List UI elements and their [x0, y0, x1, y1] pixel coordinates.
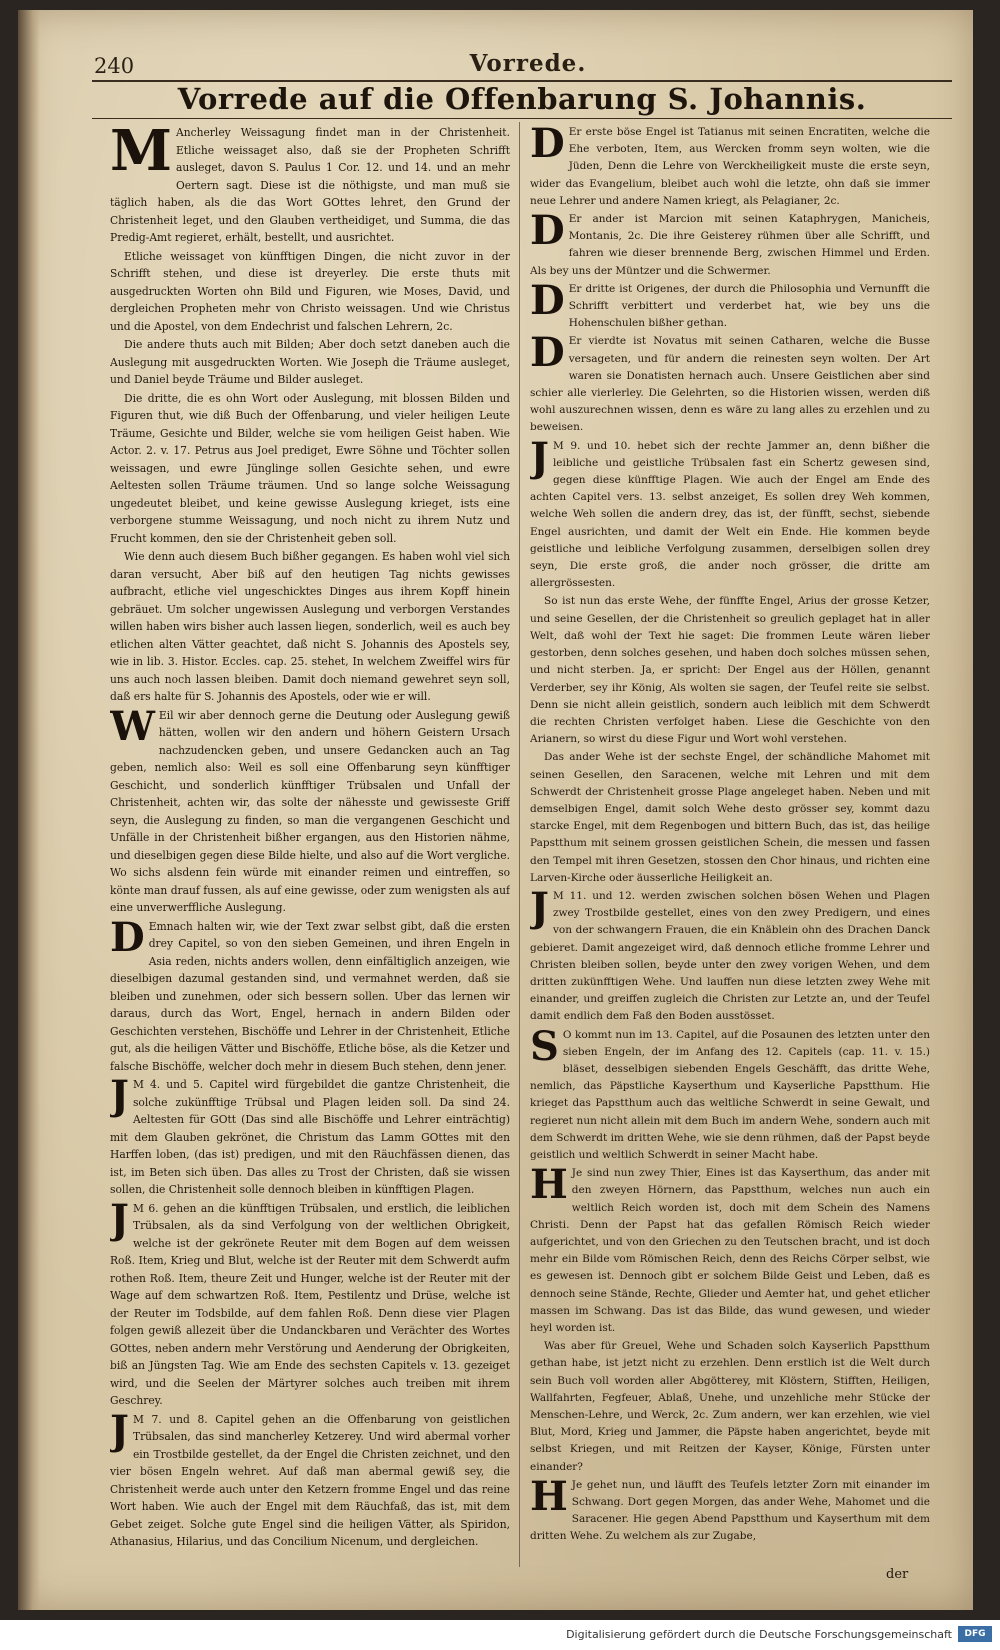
initial-letter: J [530, 433, 549, 481]
paragraph-text: Er vierdte ist Novatus mit seinen Catharen, welche die Busse versageten, und für andern die reinesten seyn wolten. Der Art waren sie Donatisten hernach auch. Unsere Geistlichen aber sind schier alle vierlerley. Die Gelehrten, so die Historien wissen, werden diß wohl auszurechnen wissen, denn es wäre zu lang alles zu erzehlen und zu beweisen. [530, 335, 930, 434]
dfg-logo: DFG [958, 1626, 992, 1642]
paragraph [110, 390, 510, 548]
title-rule [92, 118, 952, 119]
paragraph-text: Er ander ist Marcion mit seinen Kataphrygen, Manicheis, Montanis, 2c. Die ihre Geisterey rühmen über alle Schrifft, und fahren wie dieser brennende Berg, zwischen Himmel und Erden. Als bey uns der Müntzer und die Schwermer. [530, 213, 930, 277]
initial-letter: M [110, 124, 172, 184]
paragraph-text: Emnach halten wir, wie der Text zwar selbst gibt, daß die ersten drey Capitel, so von den sieben Gemeinen, und ihren Engeln in Asia reden, nichts anders wollen, denn einfältiglich anzeigen, wie dieselbigen dazumal gestanden sind, und vermahnet werden, daß sie bleiben und zunehmen, oder sich bessern sollen. Uber das lernen wir daraus, durch das Wort, Engel, hernach in andern Bilden oder Geschichten verstehen, Bischöffe und Lehrer in der Christenheit, Etliche gut, als die heiligen Vätter und Bischöffe, Etliche böse, als die Ketzer und falsche Bischöffe, welcher doch mehr in diesem Buch stehen, denn jener. [110, 919, 510, 1073]
paragraph-text: Je sind nun zwey Thier, Eines ist das Kayserthum, das ander mit den zweyen Hörnern, das Papstthum, welches nun auch ein weltlich Reich worden ist, doch mit dem Schein des Namens Christi. Denn der Papst hat das gefallen Römisch Reich wieder aufgerichtet, und von den Griechen zu den Teutschen bracht, und ist doch mehr ein Bilde vom Römischen Reich, denn des Reichs Cörper selbst, wie es gewesen ist. Dennoch gibt er solchem Bilde Geist und Leben, daß es dennoch seine Stände, Rechte, Glieder und Aemter hat, und gehet etlicher massen im Schwang. Das ist das Bilde, das wund gewesen, und wieder heyl worden ist. [530, 1167, 930, 1335]
paragraph-text: Das ander Wehe ist der sechste Engel, der schändliche Mahomet mit seinen Gesellen, den Saracenen, welche mit Lehren und mit dem Schwerdt der Christenheit grosse Plage angeleget haben. Neben und mit demselbigen Engel, damit solch Wehe desto grösser sey, kommt dazu starcke Engel, mit dem Regenbogen und bittern Buch, das ist, das heilige Papstthum mit seinem grossen geistlichen Schein, die messen und fassen den Tempel mit ihren Gesetzen, stossen den Chor hinaus, und richten eine Larven-Kirche oder äusserliche Heiligkeit an. [530, 751, 930, 884]
right-text-column [530, 124, 930, 1564]
footer-credit: Digitalisierung gefördert durch die Deutsche Forschungsgemeinschaft [566, 1628, 952, 1641]
initial-letter: J [110, 1406, 129, 1454]
initial-letter: D [530, 329, 565, 377]
paragraph-text: Eil wir aber dennoch gerne die Deutung oder Auslegung gewiß hätten, wollen wir den andern und höhern Geistern Ursach nachzudencken geben, und unsere Gedancken auch an Tag geben, nemlich also: Weil es soll eine Offenbarung seyn künfftiger Geschicht, und sonderlich künfftiger Trübsalen und Unfall der Christenheit, achten wir, das solte der nähesste und gewisseste Griff seyn, die Auslegung zu finden, so man die vergangenen Geschicht und Unfälle in der Christenheit bißher ergangen, aus den Historien nähme, und dieselbigen gegen diese Bilde hielte, und also auf die Wort vergliche. Wo sichs alsdenn fein würde mit einander reimen und eintreffen, so könte man drauf fussen, als auf eine gewisse, oder zum wenigsten als auf eine unverwerffliche Auslegung. [110, 708, 510, 914]
initial-letter: S [530, 1022, 559, 1070]
paragraph [530, 433, 930, 593]
paragraph-text: M 9. und 10. hebet sich der rechte Jammer an, denn bißher die leibliche und geistliche Trübsalen fast ein Schertz gewesen sind, gegen diese künfftige Plagen. Wie auch der Engel am Ende des achten Capitel vers. 13. selbst anzeiget, Es sollen drey Weh kommen, welche Weh sollen die andern drey, das ist, der fünfft, sechst, siebende Engel ausrichten, und damit der Welt ein Ende. Hie kommen beyde geistliche und leibliche Verfolgung zusammen, derselbigen sollen drey seyn, Die erste groß, die ander noch grösser, die dritte am allergrössesten. [530, 439, 930, 590]
paragraph [530, 1472, 930, 1546]
paragraph [530, 124, 930, 210]
paragraph [530, 593, 930, 748]
paragraph [110, 336, 510, 389]
page-number: 240 [94, 54, 135, 78]
paragraph [110, 548, 510, 706]
catchword: der [886, 1567, 909, 1582]
page-title: Vorrede auf die Offenbarung S. Johannis. [177, 82, 867, 116]
paragraph-text: M 4. und 5. Capitel wird fürgebildet die gantze Christenheit, die solche zukünfftige Trübsal und Plagen leiden soll. Da sind 24. Aeltesten für GOtt (Das sind alle Bischöffe und Lehrer einträchtig) mit dem Glauben gekrönet, die Christum das Lamm GOttes mit den Harffen loben, (das ist) predigen, und mit den Räuchfässen dienen, das ist, im Beten sich üben. Das alles zu Trost der Christen, daß sie wissen sollen, die Christenheit solle dennoch bleiben in künfftigen Plagen. [110, 1078, 510, 1196]
paragraph [530, 276, 930, 333]
paragraph-text: Wie denn auch diesem Buch bißher gegangen. Es haben wohl viel sich daran versucht, Aber biß auf den heutigen Tag nichts gewisses aufbracht, etliche viel ungeschicktes Dinges aus ihrem Kopff hinein gebräuet. Um solcher ungewissen Auslegung und verborgen Verstandes willen haben wirs bisher auch lassen liegen, sonderlich, weil es auch bey etlichen alten Vätter geachtet, daß nicht S. Johannis des Apostels sey, wie in lib. 3. Histor. Eccles. cap. 25. stehet, In welchem Zweiffel wirs für uns auch noch lassen bleiben. Damit doch niemand gewehret seyn soll, daß ers halte für S. Johannis des Apostels, oder wie er will. [110, 550, 510, 703]
running-head: Vorrede. [469, 50, 587, 77]
initial-letter: J [110, 1195, 129, 1243]
paragraph [110, 124, 510, 247]
paragraph [530, 883, 930, 1026]
paragraph [530, 329, 930, 436]
digitization-footer [0, 1620, 1000, 1650]
initial-letter: J [530, 883, 549, 931]
paragraph-text: Etliche weissaget von künfftigen Dingen, die nicht zuvor in der Schrifft stehen, und diese ist dreyerley. Die erste thuts mit ausgedruckten Worten ohn Bild und Figuren, wie Moses, David, und dergleichen Propheten mehr von Christo weissagen. Und wie Christus und die Apostel, von dem Endechrist und falschen Lehrern, 2c. [110, 249, 510, 333]
paragraph-text: M 7. und 8. Capitel gehen an die Offenbarung von geistlichen Trübsalen, das sind mancherley Ketzerey. Und wird abermal vorher ein Trostbilde gestellet, da der Engel die Christen zeichnet, und den vier bösen Engeln wehret. Auf daß man abermal gewiß sey, die Christenheit werde auch unter den Ketzern fromme Engel und das reine Wort haben. Wie auch der Engel mit dem Räuchfaß, das ist, mit dem Gebet zeiget. Solche gute Engel sind die heiligen Vätter, als Spiridon, Athanasius, Hilarius, und das Concilium Nicenum, und dergleichen. [110, 1412, 510, 1548]
paragraph-text: So ist nun das erste Wehe, der fünffte Engel, Arius der grosse Ketzer, und seine Gesellen, der die Christenheit so greulich geplaget hat in aller Welt, daß wohl der Text hie saget: Die frommen Leute wären lieber gestorben, denn solches gesehen, und haben doch solches müssen sehen, und nicht sterben. Ja, er spricht: Der Engel aus der Höllen, genannt Verderber, sey ihr König, Als wolten sie sagen, der Teufel reite sie selbst. Denn sie nicht allein geistlich, sondern auch leiblich mit dem Schwerdt die rechten Christen verfolget haben. Liese die Geschichte von den Arianern, so wirst du diese Figur und Wort wohl verstehen. [530, 595, 930, 746]
paragraph [530, 207, 930, 280]
paragraph-text: M 6. gehen an die künfftigen Trübsalen, und erstlich, die leiblichen Trübsalen, als da sind Verfolgung von der weltlichen Obrigkeit, welche ist der gekrönete Reuter mit dem Bogen auf dem weissen Roß. Item, Krieg und Blut, welche ist der Reuter mit dem Schwerdt aufm rothen Roß. Item, theure Zeit und Hunger, welche ist der Reuter mit der Wage auf dem schwartzen Roß. Item, Pestilentz und Drüse, welche ist der Reuter im Todsbilde, auf dem fahlen Roß. Denn diese vier Plagen folgen gewiß allezeit über die Undanckbaren und Verächter des Wortes GOttes, neben andern mehr Verstörung und Aenderung der Obrigkeiten, biß an Jüngsten Tag. Wie am Ende des sechsten Capitels v. 13. gezeiget wird, und die Seelen der Märtyrer solches auch treiben mit ihrem Geschrey. [110, 1201, 510, 1407]
initial-letter: D [530, 276, 565, 324]
paragraph [110, 702, 510, 917]
paragraph-text: Ancherley Weissagung findet man in der Christenheit. Etliche weissaget also, daß sie der Propheten Schrifft ausleget, davon S. Paulus 1 Cor. 12. und 14. und an mehr Oertern sagt. Diese ist die nöthigste, und man muß sie täglich haben, als die das Wort GOttes lehret, den Grund der Christenheit leget, und den Glauben vertheidiget, und Summa, die das Predig-Amt regieret, erhält, bestellt, und ausrichtet. [110, 126, 510, 244]
paragraph [530, 1161, 930, 1337]
paragraph-text: Je gehet nun, und läufft des Teufels letzter Zorn mit einander im Schwang. Dort gegen Morgen, das ander Wehe, Mahomet und die Saracener. Hie gegen Abend Papstthum und Kayserthum mit dem dritten Wehe. Zu welchem als zur Zugabe, [530, 1478, 930, 1543]
paragraph [530, 749, 930, 887]
column-divider [519, 122, 520, 1567]
initial-letter: H [530, 1161, 568, 1209]
paragraph-text: O kommt nun im 13. Capitel, auf die Posaunen des letzten unter den sieben Engeln, der im Anfang des 12. Capitels (cap. 11. v. 15.) bläset, desselbigen siebenden Engels Geschäfft, das dritte Wehe, nemlich, das Päpstliche Kayserthum und Kayserliche Papstthum. Hie krieget das Papstthum auch das weltliche Schwerdt in seine Gewalt, und regieret nun nicht allein mit dem Buch im andern Wehe, sondern auch mit dem Schwerdt im dritten Wehe, wie sie denn rühmen, daß der Papst beyde geistlich und weltlich Schwerdt in seiner Macht habe. [530, 1028, 930, 1161]
paragraph [110, 1406, 510, 1551]
paragraph [110, 248, 510, 336]
left-text-column [110, 124, 510, 1564]
book-page [18, 10, 973, 1610]
paragraph-text: Er dritte ist Origenes, der durch die Philosophia und Vernunfft die Schrifft verbittert und verderbet hat, wie bey uns die Hohenschulen bißher gethan. [568, 282, 930, 330]
paragraph-text: Er erste böse Engel ist Tatianus mit seinen Encratiten, welche die Ehe verboten, Item, aus Wercken fromm seyn wolten, wie die Jüden, Denn die Lehre von Werckheiligkeit muste die erste seyn, wider das Evangelium, bleibet auch wohl die letzte, ohn daß sie immer neue Lehrer und andere Namen kriegt, als Pelagianer, 2c. [530, 126, 930, 207]
paragraph [110, 1195, 510, 1410]
initial-letter: J [110, 1072, 129, 1119]
paragraph-text: Was aber für Greuel, Wehe und Schaden solch Kayserlich Papstthum gethan habe, ist jetzt nicht zu erzehlen. Denn erstlich ist die Welt durch sein Buch voll worden aller Abgötterey, mit Klöstern, Stifften, Heiligen, Wallfahrten, Fegfeuer, Ablaß, Unehe, und unzehliche mehr Stücke der Menschen-Lehre, und Werck, 2c. Zum andern, wer kan erzehlen, wie viel Blut, Mord, Krieg und Jammer, die Päpste haben angerichtet, beyde mit selbst Kriegen, und mit Reitzen der Kayser, Könige, Fürsten unter einander? [530, 1340, 930, 1473]
initial-letter: D [110, 913, 145, 961]
paragraph [530, 1338, 930, 1476]
initial-letter: D [530, 124, 565, 167]
paragraph [530, 1022, 930, 1165]
paragraph [110, 1072, 510, 1199]
initial-letter: W [110, 702, 155, 750]
page-binding-edge [18, 10, 40, 1610]
initial-letter: H [530, 1472, 568, 1520]
paragraph-text: Die andere thuts auch mit Bilden; Aber doch setzt daneben auch die Auslegung mit ausgedruckten Worten. Wie Joseph die Träume ausleget, und Daniel beyde Träume und Bilder ausleget. [110, 338, 510, 386]
paragraph [110, 913, 510, 1076]
initial-letter: D [530, 207, 565, 255]
paragraph-text: Die dritte, die es ohn Wort oder Auslegung, mit blossen Bilden und Figuren thut, wie diß Buch der Offenbarung, und vieler heiligen Leute Träume, Gesichte und Bilder, welche sie vom heiligen Geist haben. Wie Actor. 2. v. 17. Petrus aus Joel prediget, Ewre Söhne und Töchter sollen weissagen, und ewre Jünglinge sollen Gesichte sehen, und ewre Aeltesten sollen Träume träumen. Und so lange solche Weissagung ungedeutet bleibet, und keine gewisse Auslegung krieget, ists eine verborgene stumme Weissagung, und noch nicht zu ihrem Nutz und Frucht kommen, den sie der Christenheit geben soll. [110, 391, 510, 545]
paragraph-text: M 11. und 12. werden zwischen solchen bösen Wehen und Plagen zwey Trostbilde gestellet, eines von den zwey Predigern, und eines von der schwangern Frauen, die ein Knäblein ohn des Drachen Danck gebieret. Damit angezeiget wird, daß dennoch etliche fromme Lehrer und Christen bleiben sollen, beyde unter den zwey vorigen Wehen, und dem dritten zukünfftigen Wehe. Und lauffen nun diese letzten zwey Wehe mit einander, und greiffen zugleich die Christen zur Letzte an, und der Teufel damit endlich dem Faß den Boden ausstösset. [530, 889, 930, 1023]
